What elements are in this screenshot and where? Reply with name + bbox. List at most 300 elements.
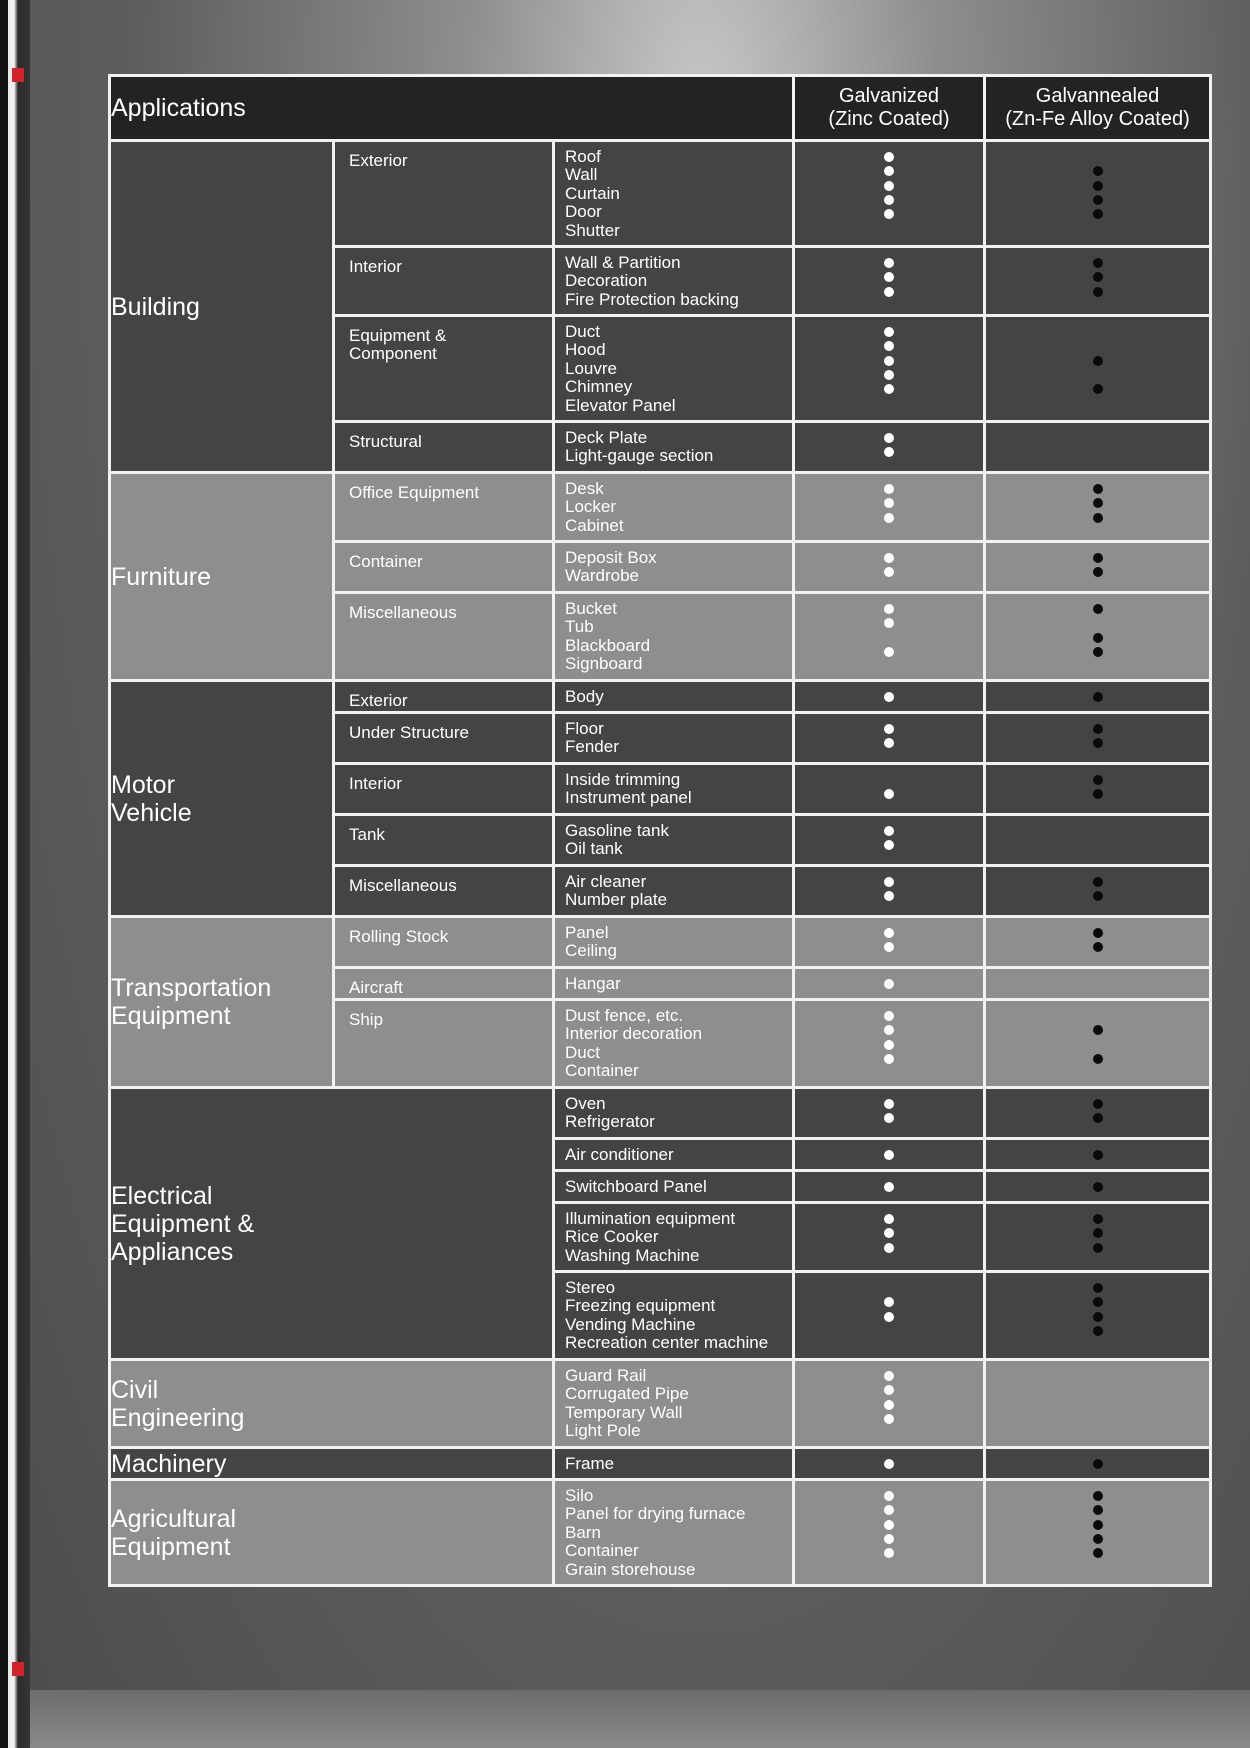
items-cell bbox=[554, 1360, 794, 1448]
application-item: Roof bbox=[565, 147, 601, 166]
application-item: Refrigerator bbox=[565, 1112, 655, 1132]
empty-mark bbox=[1093, 370, 1103, 380]
empty-mark bbox=[1093, 1414, 1103, 1424]
category-cell bbox=[110, 1088, 554, 1360]
category-name: Engineering bbox=[111, 1403, 245, 1432]
application-item: Fender bbox=[565, 737, 619, 757]
galvanized-cell bbox=[794, 1203, 985, 1272]
galvannealed-mark bbox=[1093, 604, 1103, 614]
galvannealed-cell bbox=[985, 968, 1211, 1000]
galvannealed-cell bbox=[985, 1448, 1211, 1480]
items-cell bbox=[554, 917, 794, 968]
category-name: Agricultural bbox=[111, 1504, 237, 1533]
galvanized-cell bbox=[794, 542, 985, 593]
galvannealed-mark bbox=[1093, 1520, 1103, 1530]
application-item: Number plate bbox=[565, 890, 668, 910]
applications-table bbox=[108, 74, 1212, 1587]
category-name: Equipment bbox=[111, 1532, 231, 1561]
galvanized-mark bbox=[884, 789, 894, 799]
subcategory-cell bbox=[334, 593, 554, 681]
galvanized-cell bbox=[794, 713, 985, 764]
subcategory-name: Ship bbox=[349, 1010, 384, 1029]
galvanized-mark bbox=[884, 1459, 894, 1469]
galvannealed-mark bbox=[1093, 1025, 1103, 1035]
galvannealed-cell bbox=[985, 316, 1211, 422]
galvanized-mark bbox=[884, 877, 894, 887]
galvannealed-cell bbox=[985, 681, 1211, 713]
application-item: Ceiling bbox=[565, 941, 617, 961]
items-cell bbox=[554, 473, 794, 542]
galvannealed-mark bbox=[1093, 1099, 1103, 1109]
galvanized-mark bbox=[884, 195, 894, 205]
galvanized-mark bbox=[884, 498, 894, 508]
galvanized-mark bbox=[884, 1400, 894, 1410]
application-item: Chimney bbox=[565, 377, 633, 397]
subcategory-cell bbox=[334, 968, 554, 1000]
category-name: Motor bbox=[111, 770, 175, 799]
empty-mark bbox=[884, 1283, 894, 1293]
galvanized-mark bbox=[884, 826, 894, 836]
galvannealed-mark bbox=[1093, 1297, 1103, 1307]
subcategory-cell bbox=[334, 422, 554, 473]
table-row bbox=[110, 1448, 1211, 1480]
items-cell bbox=[554, 593, 794, 681]
galvanized-mark bbox=[884, 891, 894, 901]
galvanized-cell bbox=[794, 593, 985, 681]
galvanized-title: Galvanized bbox=[838, 85, 940, 107]
application-item: Blackboard bbox=[565, 635, 651, 655]
galvanized-mark bbox=[884, 1054, 894, 1064]
empty-mark bbox=[1093, 1011, 1103, 1021]
application-item: Decoration bbox=[565, 271, 648, 291]
application-item: Air conditioner bbox=[565, 1145, 674, 1164]
application-item: Instrument panel bbox=[565, 788, 692, 808]
subcategory-cell bbox=[334, 866, 554, 917]
galvannealed-cell bbox=[985, 1171, 1211, 1203]
galvanized-mark bbox=[884, 513, 894, 523]
application-item: Container bbox=[565, 1541, 639, 1561]
galvanized-mark bbox=[884, 724, 894, 734]
subcategory-cell bbox=[334, 473, 554, 542]
galvannealed-subtitle: (Zn-Fe Alloy Coated) bbox=[1005, 108, 1190, 130]
application-item: Grain storehouse bbox=[565, 1559, 696, 1579]
galvanized-mark bbox=[884, 840, 894, 850]
galvannealed-mark bbox=[1093, 1214, 1103, 1224]
category-name: Civil bbox=[111, 1375, 159, 1404]
subcategory-cell bbox=[334, 316, 554, 422]
application-item: Duct bbox=[565, 1042, 600, 1062]
table-row bbox=[110, 141, 1211, 247]
galvanized-mark bbox=[884, 942, 894, 952]
category-name: Transportation bbox=[111, 974, 272, 1002]
empty-mark bbox=[1093, 1385, 1103, 1395]
subcategory-name: Container bbox=[349, 552, 423, 571]
application-item: Container bbox=[565, 1061, 639, 1081]
galvannealed-mark bbox=[1093, 553, 1103, 563]
table-row bbox=[110, 1480, 1211, 1586]
galvanized-mark bbox=[884, 1312, 894, 1322]
subcategory-name: Structural bbox=[349, 432, 422, 451]
application-item: Door bbox=[565, 202, 602, 222]
galvanized-mark bbox=[884, 152, 894, 162]
category-name: Equipment & bbox=[111, 1209, 255, 1238]
galvanized-mark bbox=[884, 618, 894, 628]
galvanized-mark bbox=[884, 1534, 894, 1544]
edge-mark bbox=[12, 1662, 24, 1676]
galvannealed-mark bbox=[1093, 633, 1103, 643]
galvanized-mark bbox=[884, 1025, 894, 1035]
galvanized-mark bbox=[884, 1491, 894, 1501]
application-item: Light Pole bbox=[565, 1421, 641, 1441]
empty-mark bbox=[1093, 1371, 1103, 1381]
application-item: Barn bbox=[565, 1522, 601, 1542]
subcategory-cell bbox=[334, 815, 554, 866]
category-cell bbox=[110, 917, 334, 1088]
galvannealed-mark bbox=[1093, 877, 1103, 887]
galvanized-cell bbox=[794, 1480, 985, 1586]
galvannealed-mark bbox=[1093, 498, 1103, 508]
items-cell bbox=[554, 1139, 794, 1171]
subcategory-name: Under Structure bbox=[349, 723, 469, 742]
table-row bbox=[110, 681, 1211, 713]
category-name: Appliances bbox=[111, 1237, 234, 1266]
category-name: Equipment bbox=[111, 1002, 231, 1030]
galvannealed-mark bbox=[1093, 195, 1103, 205]
galvanized-mark bbox=[884, 1150, 894, 1160]
galvannealed-mark bbox=[1093, 647, 1103, 657]
galvannealed-cell bbox=[985, 422, 1211, 473]
empty-mark bbox=[1093, 1040, 1103, 1050]
subcategory-name: Exterior bbox=[349, 151, 408, 170]
galvannealed-cell bbox=[985, 542, 1211, 593]
application-item: Gasoline tank bbox=[565, 821, 669, 840]
category-name: Electrical bbox=[111, 1181, 213, 1210]
application-item: Temporary Wall bbox=[565, 1402, 683, 1422]
application-item: Floor bbox=[565, 719, 604, 738]
items-cell bbox=[554, 764, 794, 815]
galvannealed-mark bbox=[1093, 1534, 1103, 1544]
subcategory-cell bbox=[334, 247, 554, 316]
application-item: Vending Machine bbox=[565, 1314, 696, 1334]
galvannealed-mark bbox=[1093, 738, 1103, 748]
galvanized-cell bbox=[794, 681, 985, 713]
galvannealed-cell bbox=[985, 1088, 1211, 1139]
items-cell bbox=[554, 316, 794, 422]
galvanized-mark bbox=[884, 692, 894, 702]
application-item: Wall & Partition bbox=[565, 253, 681, 272]
galvanized-cell bbox=[794, 968, 985, 1000]
application-item: Hangar bbox=[565, 974, 621, 993]
galvanized-mark bbox=[884, 553, 894, 563]
application-item: Freezing equipment bbox=[565, 1296, 716, 1316]
galvanized-mark bbox=[884, 166, 894, 176]
galvanized-cell bbox=[794, 1171, 985, 1203]
galvanized-cell bbox=[794, 1000, 985, 1088]
galvannealed-mark bbox=[1093, 567, 1103, 577]
application-item: Hood bbox=[565, 340, 606, 360]
application-item: Recreation center machine bbox=[565, 1333, 769, 1353]
items-cell bbox=[554, 1272, 794, 1360]
items-cell bbox=[554, 713, 794, 764]
application-item: Deposit Box bbox=[565, 548, 657, 567]
application-item: Signboard bbox=[565, 654, 643, 674]
application-item: Switchboard Panel bbox=[565, 1177, 707, 1196]
galvanized-mark bbox=[884, 1040, 894, 1050]
subcategory-cell bbox=[334, 917, 554, 968]
subcategory-cell bbox=[334, 764, 554, 815]
galvanized-mark bbox=[884, 1214, 894, 1224]
items-cell bbox=[554, 141, 794, 247]
galvanized-cell bbox=[794, 1088, 985, 1139]
empty-mark bbox=[1093, 341, 1103, 351]
items-cell bbox=[554, 1000, 794, 1088]
application-item: Inside trimming bbox=[565, 770, 681, 789]
galvannealed-cell bbox=[985, 764, 1211, 815]
subcategory-name: Interior bbox=[349, 774, 402, 793]
galvanized-mark bbox=[884, 272, 894, 282]
subcategory-cell bbox=[334, 681, 554, 713]
galvanized-mark bbox=[884, 209, 894, 219]
galvanized-mark bbox=[884, 384, 894, 394]
galvannealed-mark bbox=[1093, 272, 1103, 282]
galvanized-cell bbox=[794, 1272, 985, 1360]
application-item: Stereo bbox=[565, 1278, 616, 1297]
application-item: Oil tank bbox=[565, 839, 623, 859]
galvannealed-cell bbox=[985, 1203, 1211, 1272]
galvanized-mark bbox=[884, 258, 894, 268]
galvanized-mark bbox=[884, 647, 894, 657]
galvannealed-cell bbox=[985, 1000, 1211, 1088]
category-cell bbox=[110, 1448, 554, 1480]
galvanized-mark bbox=[884, 341, 894, 351]
table-row bbox=[110, 917, 1211, 968]
galvannealed-cell bbox=[985, 141, 1211, 247]
empty-mark bbox=[1093, 840, 1103, 850]
galvannealed-mark bbox=[1093, 384, 1103, 394]
subcategory-name: Exterior bbox=[349, 691, 408, 710]
empty-mark bbox=[884, 775, 894, 785]
empty-mark bbox=[884, 633, 894, 643]
galvanized-mark bbox=[884, 1099, 894, 1109]
galvannealed-mark bbox=[1093, 287, 1103, 297]
galvanized-cell bbox=[794, 1360, 985, 1448]
subcategory-name: Miscellaneous bbox=[349, 603, 457, 622]
galvannealed-title: Galvannealed bbox=[1035, 85, 1160, 107]
application-item: Illumination equipment bbox=[565, 1209, 736, 1228]
subcategory-cell bbox=[334, 141, 554, 247]
items-cell bbox=[554, 1203, 794, 1272]
galvanized-cell bbox=[794, 815, 985, 866]
galvannealed-cell bbox=[985, 713, 1211, 764]
category-name: Machinery bbox=[111, 1449, 227, 1478]
galvannealed-mark bbox=[1093, 775, 1103, 785]
application-item: Duct bbox=[565, 322, 600, 341]
galvanized-mark bbox=[884, 1414, 894, 1424]
galvanized-cell bbox=[794, 917, 985, 968]
galvannealed-mark bbox=[1093, 356, 1103, 366]
galvannealed-mark bbox=[1093, 1548, 1103, 1558]
galvannealed-cell bbox=[985, 593, 1211, 681]
galvannealed-cell bbox=[985, 815, 1211, 866]
galvannealed-cell bbox=[985, 473, 1211, 542]
subcategory-cell bbox=[334, 713, 554, 764]
empty-mark bbox=[1093, 433, 1103, 443]
items-cell bbox=[554, 247, 794, 316]
subcategory-name: Tank bbox=[349, 825, 385, 844]
galvanized-cell bbox=[794, 764, 985, 815]
items-cell bbox=[554, 1171, 794, 1203]
empty-mark bbox=[1093, 152, 1103, 162]
galvanized-mark bbox=[884, 928, 894, 938]
application-item: Rice Cooker bbox=[565, 1227, 659, 1247]
galvanized-mark bbox=[884, 370, 894, 380]
application-item: Deck Plate bbox=[565, 428, 648, 447]
empty-mark bbox=[1093, 618, 1103, 628]
category-cell bbox=[110, 681, 334, 917]
application-item: Washing Machine bbox=[565, 1245, 700, 1265]
galvanized-mark bbox=[884, 287, 894, 297]
items-cell bbox=[554, 815, 794, 866]
galvanized-mark bbox=[884, 738, 894, 748]
galvanized-mark bbox=[884, 1011, 894, 1021]
application-item: Body bbox=[565, 687, 604, 706]
application-item: Interior decoration bbox=[565, 1024, 703, 1044]
page-bottom bbox=[30, 1690, 1250, 1748]
galvannealed-mark bbox=[1093, 789, 1103, 799]
galvannealed-mark bbox=[1093, 258, 1103, 268]
galvanized-mark bbox=[884, 1520, 894, 1530]
items-cell bbox=[554, 1480, 794, 1586]
galvanized-mark bbox=[884, 1228, 894, 1238]
application-item: Desk bbox=[565, 479, 604, 498]
subcategory-cell bbox=[334, 1000, 554, 1088]
application-item: Panel for drying furnace bbox=[565, 1504, 746, 1524]
galvanized-cell bbox=[794, 422, 985, 473]
category-cell bbox=[110, 1480, 554, 1586]
galvannealed-mark bbox=[1093, 1228, 1103, 1238]
galvannealed-mark bbox=[1093, 1326, 1103, 1336]
galvanized-mark bbox=[884, 1548, 894, 1558]
galvannealed-cell bbox=[985, 1272, 1211, 1360]
galvannealed-mark bbox=[1093, 724, 1103, 734]
galvannealed-cell bbox=[985, 1480, 1211, 1586]
galvanized-mark bbox=[884, 567, 894, 577]
subcategory-name: Aircraft bbox=[349, 978, 403, 997]
galvanized-mark bbox=[884, 604, 894, 614]
application-item: Corrugated Pipe bbox=[565, 1384, 689, 1404]
galvannealed-mark bbox=[1093, 1283, 1103, 1293]
galvannealed-mark bbox=[1093, 513, 1103, 523]
category-cell bbox=[110, 1360, 554, 1448]
galvanized-mark bbox=[884, 979, 894, 989]
application-item: Guard Rail bbox=[565, 1366, 647, 1385]
category-cell bbox=[110, 473, 334, 681]
application-item: Curtain bbox=[565, 183, 620, 203]
application-item: Oven bbox=[565, 1094, 606, 1113]
galvannealed-cell bbox=[985, 1139, 1211, 1171]
galvannealed-mark bbox=[1093, 484, 1103, 494]
galvanized-mark bbox=[884, 1113, 894, 1123]
galvannealed-cell bbox=[985, 866, 1211, 917]
edge-mark bbox=[12, 68, 24, 82]
galvanized-cell bbox=[794, 316, 985, 422]
galvanized-cell bbox=[794, 1139, 985, 1171]
category-name: Building bbox=[111, 292, 200, 321]
galvannealed-mark bbox=[1093, 1491, 1103, 1501]
galvanized-cell bbox=[794, 141, 985, 247]
galvanized-mark bbox=[884, 327, 894, 337]
galvannealed-mark bbox=[1093, 166, 1103, 176]
empty-mark bbox=[1093, 1400, 1103, 1410]
galvannealed-mark bbox=[1093, 1459, 1103, 1469]
galvannealed-mark bbox=[1093, 1113, 1103, 1123]
items-cell bbox=[554, 1088, 794, 1139]
galvannealed-mark bbox=[1093, 692, 1103, 702]
galvanized-mark bbox=[884, 181, 894, 191]
subcategory-name: Miscellaneous bbox=[349, 876, 457, 895]
empty-mark bbox=[1093, 447, 1103, 457]
table-row bbox=[110, 473, 1211, 542]
application-item: Wardrobe bbox=[565, 566, 640, 586]
galvanized-mark bbox=[884, 1371, 894, 1381]
table-row bbox=[110, 1088, 1211, 1139]
galvannealed-cell bbox=[985, 247, 1211, 316]
galvanized-mark bbox=[884, 1505, 894, 1515]
galvannealed-mark bbox=[1093, 891, 1103, 901]
galvanized-mark bbox=[884, 484, 894, 494]
category-cell bbox=[110, 141, 334, 473]
galvanized-cell bbox=[794, 473, 985, 542]
galvanized-mark bbox=[884, 356, 894, 366]
galvanized-mark bbox=[884, 1182, 894, 1192]
category-name: Furniture bbox=[111, 562, 212, 591]
application-item: Silo bbox=[565, 1486, 594, 1505]
galvannealed-mark bbox=[1093, 1505, 1103, 1515]
galvanized-mark bbox=[884, 1243, 894, 1253]
items-cell bbox=[554, 422, 794, 473]
table-row bbox=[110, 1360, 1211, 1448]
items-cell bbox=[554, 866, 794, 917]
subcategory-name: Interior bbox=[349, 257, 402, 276]
galvanized-cell bbox=[794, 1448, 985, 1480]
application-item: Louvre bbox=[565, 358, 617, 378]
application-item: Cabinet bbox=[565, 515, 624, 535]
galvanized-subtitle: (Zinc Coated) bbox=[828, 108, 950, 130]
galvanized-mark bbox=[884, 447, 894, 457]
items-cell bbox=[554, 542, 794, 593]
application-item: Locker bbox=[565, 497, 617, 517]
empty-mark bbox=[1093, 327, 1103, 337]
application-item: Dust fence, etc. bbox=[565, 1006, 684, 1025]
galvannealed-mark bbox=[1093, 1150, 1103, 1160]
galvanized-cell bbox=[794, 866, 985, 917]
category-name: Vehicle bbox=[111, 798, 192, 827]
application-item: Bucket bbox=[565, 599, 617, 618]
application-item: Air cleaner bbox=[565, 872, 647, 891]
galvannealed-header bbox=[985, 76, 1211, 141]
galvannealed-cell bbox=[985, 1360, 1211, 1448]
galvanized-header bbox=[794, 76, 985, 141]
binding-edge bbox=[0, 0, 30, 1748]
galvannealed-mark bbox=[1093, 209, 1103, 219]
header-row bbox=[110, 76, 1211, 141]
subcategory-name: Rolling Stock bbox=[349, 927, 449, 946]
application-item: Shutter bbox=[565, 220, 620, 240]
items-cell bbox=[554, 1448, 794, 1480]
application-item: Tub bbox=[565, 617, 594, 637]
subcategory-name: Office Equipment bbox=[349, 483, 480, 502]
galvannealed-mark bbox=[1093, 1182, 1103, 1192]
